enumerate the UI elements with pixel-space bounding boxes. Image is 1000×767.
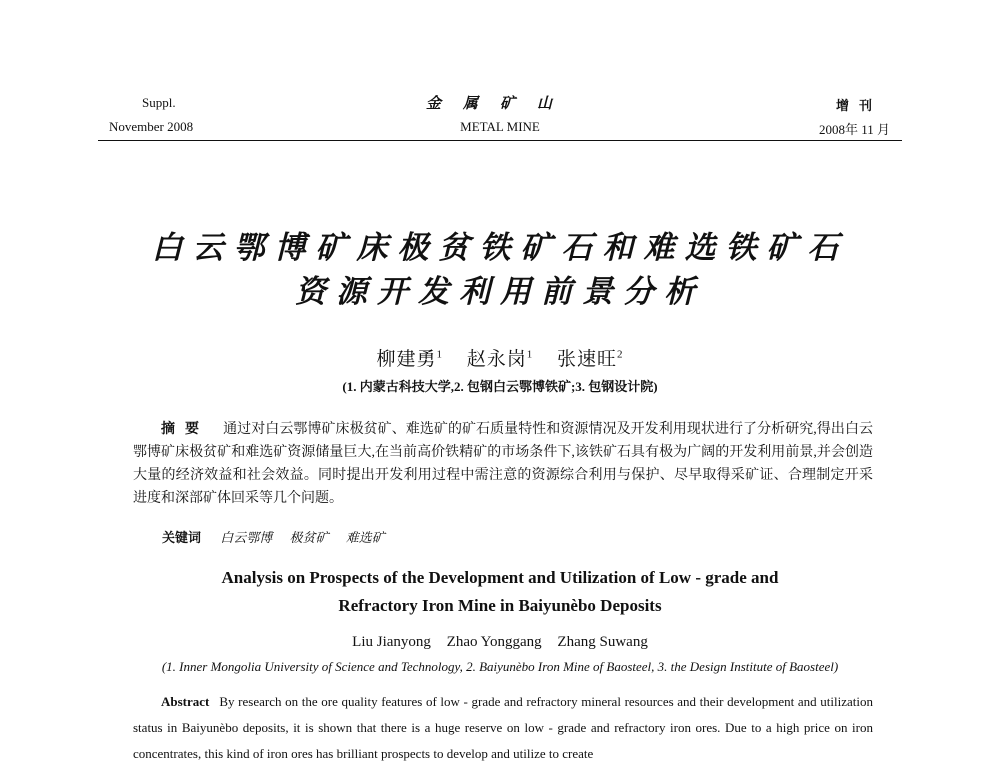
author-en: Zhang Suwang <box>557 634 648 650</box>
journal-supplement-cn: 增刊 <box>835 98 882 113</box>
author-cn: 张速旺$^2$ <box>557 348 624 370</box>
title-en-line2: Refractory Iron Mine in Baiyunèbo Deposits <box>338 596 662 615</box>
abstract-cn-label: 摘要 <box>161 422 210 437</box>
journal-name-en: METAL MINE <box>460 119 540 134</box>
keywords-cn-label: 关键词 <box>162 530 202 545</box>
journal-date-cn: 2008年 11 月 <box>818 122 890 137</box>
header-rule <box>98 140 902 141</box>
abstract-en <box>133 689 873 767</box>
title-cn-line2: 资源开发利用前景分析 <box>295 274 705 309</box>
journal-supplement-label: Suppl. <box>142 95 176 110</box>
affiliation-cn: (1. 内蒙古科技大学,2. 包钢白云鄂博铁矿;3. 包钢设计院) <box>342 379 658 394</box>
abstract-cn-text: 通过对白云鄂博矿床极贫矿、难选矿的矿石质量特性和资源情况及开发利用现状进行了分析研究,得出白云鄂博矿床极贫矿和难选矿资源储量巨大,在当前高价铁精矿的市场条件下,该铁矿石具有极为广阔的开发利用前景,并会创造大量的经济效益和社会效益。同时提出开发利用过程中需注意的资源综合利用与保护、尽早取得采矿证、合理制定开采进度和深部矿体回采等几个问题。 <box>133 422 874 506</box>
journal-date-en: November 2008 <box>109 119 194 134</box>
abstract-en-text: By research on the ore quality features of low - grade and refractory mineral resources and their development and utilization status in Baiyunèbo deposits, it is shown that there is a huge reserve on low - grade and refractory iron ores. Due to a high price on iron concentrates, this kind of iron ores has brilliant prospects to develop and utilize to create <box>133 694 873 761</box>
journal-name-cn: 金属矿山 <box>425 96 574 112</box>
abstract-en-label: Abstract <box>161 694 210 709</box>
keyword: 极贫矿 <box>289 530 329 545</box>
author-en: Zhao Yonggang <box>446 634 542 650</box>
keywords-cn <box>162 527 399 546</box>
affiliation-en: (1. Inner Mongolia University of Science and Technology, 2. Baiyunèbo Iron Mine of Baosteel, 3. the Design Institute of Baosteel) <box>161 659 839 674</box>
title-cn-line1: 白云鄂博矿床极贫铁矿石和难选铁矿石 <box>151 230 849 265</box>
keyword: 白云鄂博 <box>220 530 273 545</box>
author-en: Liu Jianyong <box>352 634 431 650</box>
title-en-line1: Analysis on Prospects of the Development and Utilization of Low - grade and <box>221 568 779 587</box>
author-cn: 赵永岗$^1$ <box>466 348 534 370</box>
authors-cn <box>0 344 1000 371</box>
abstract-cn <box>133 418 873 510</box>
authors-en <box>0 634 1000 651</box>
keyword: 难选矿 <box>345 530 385 545</box>
author-cn: 柳建勇$^1$ <box>376 348 443 370</box>
